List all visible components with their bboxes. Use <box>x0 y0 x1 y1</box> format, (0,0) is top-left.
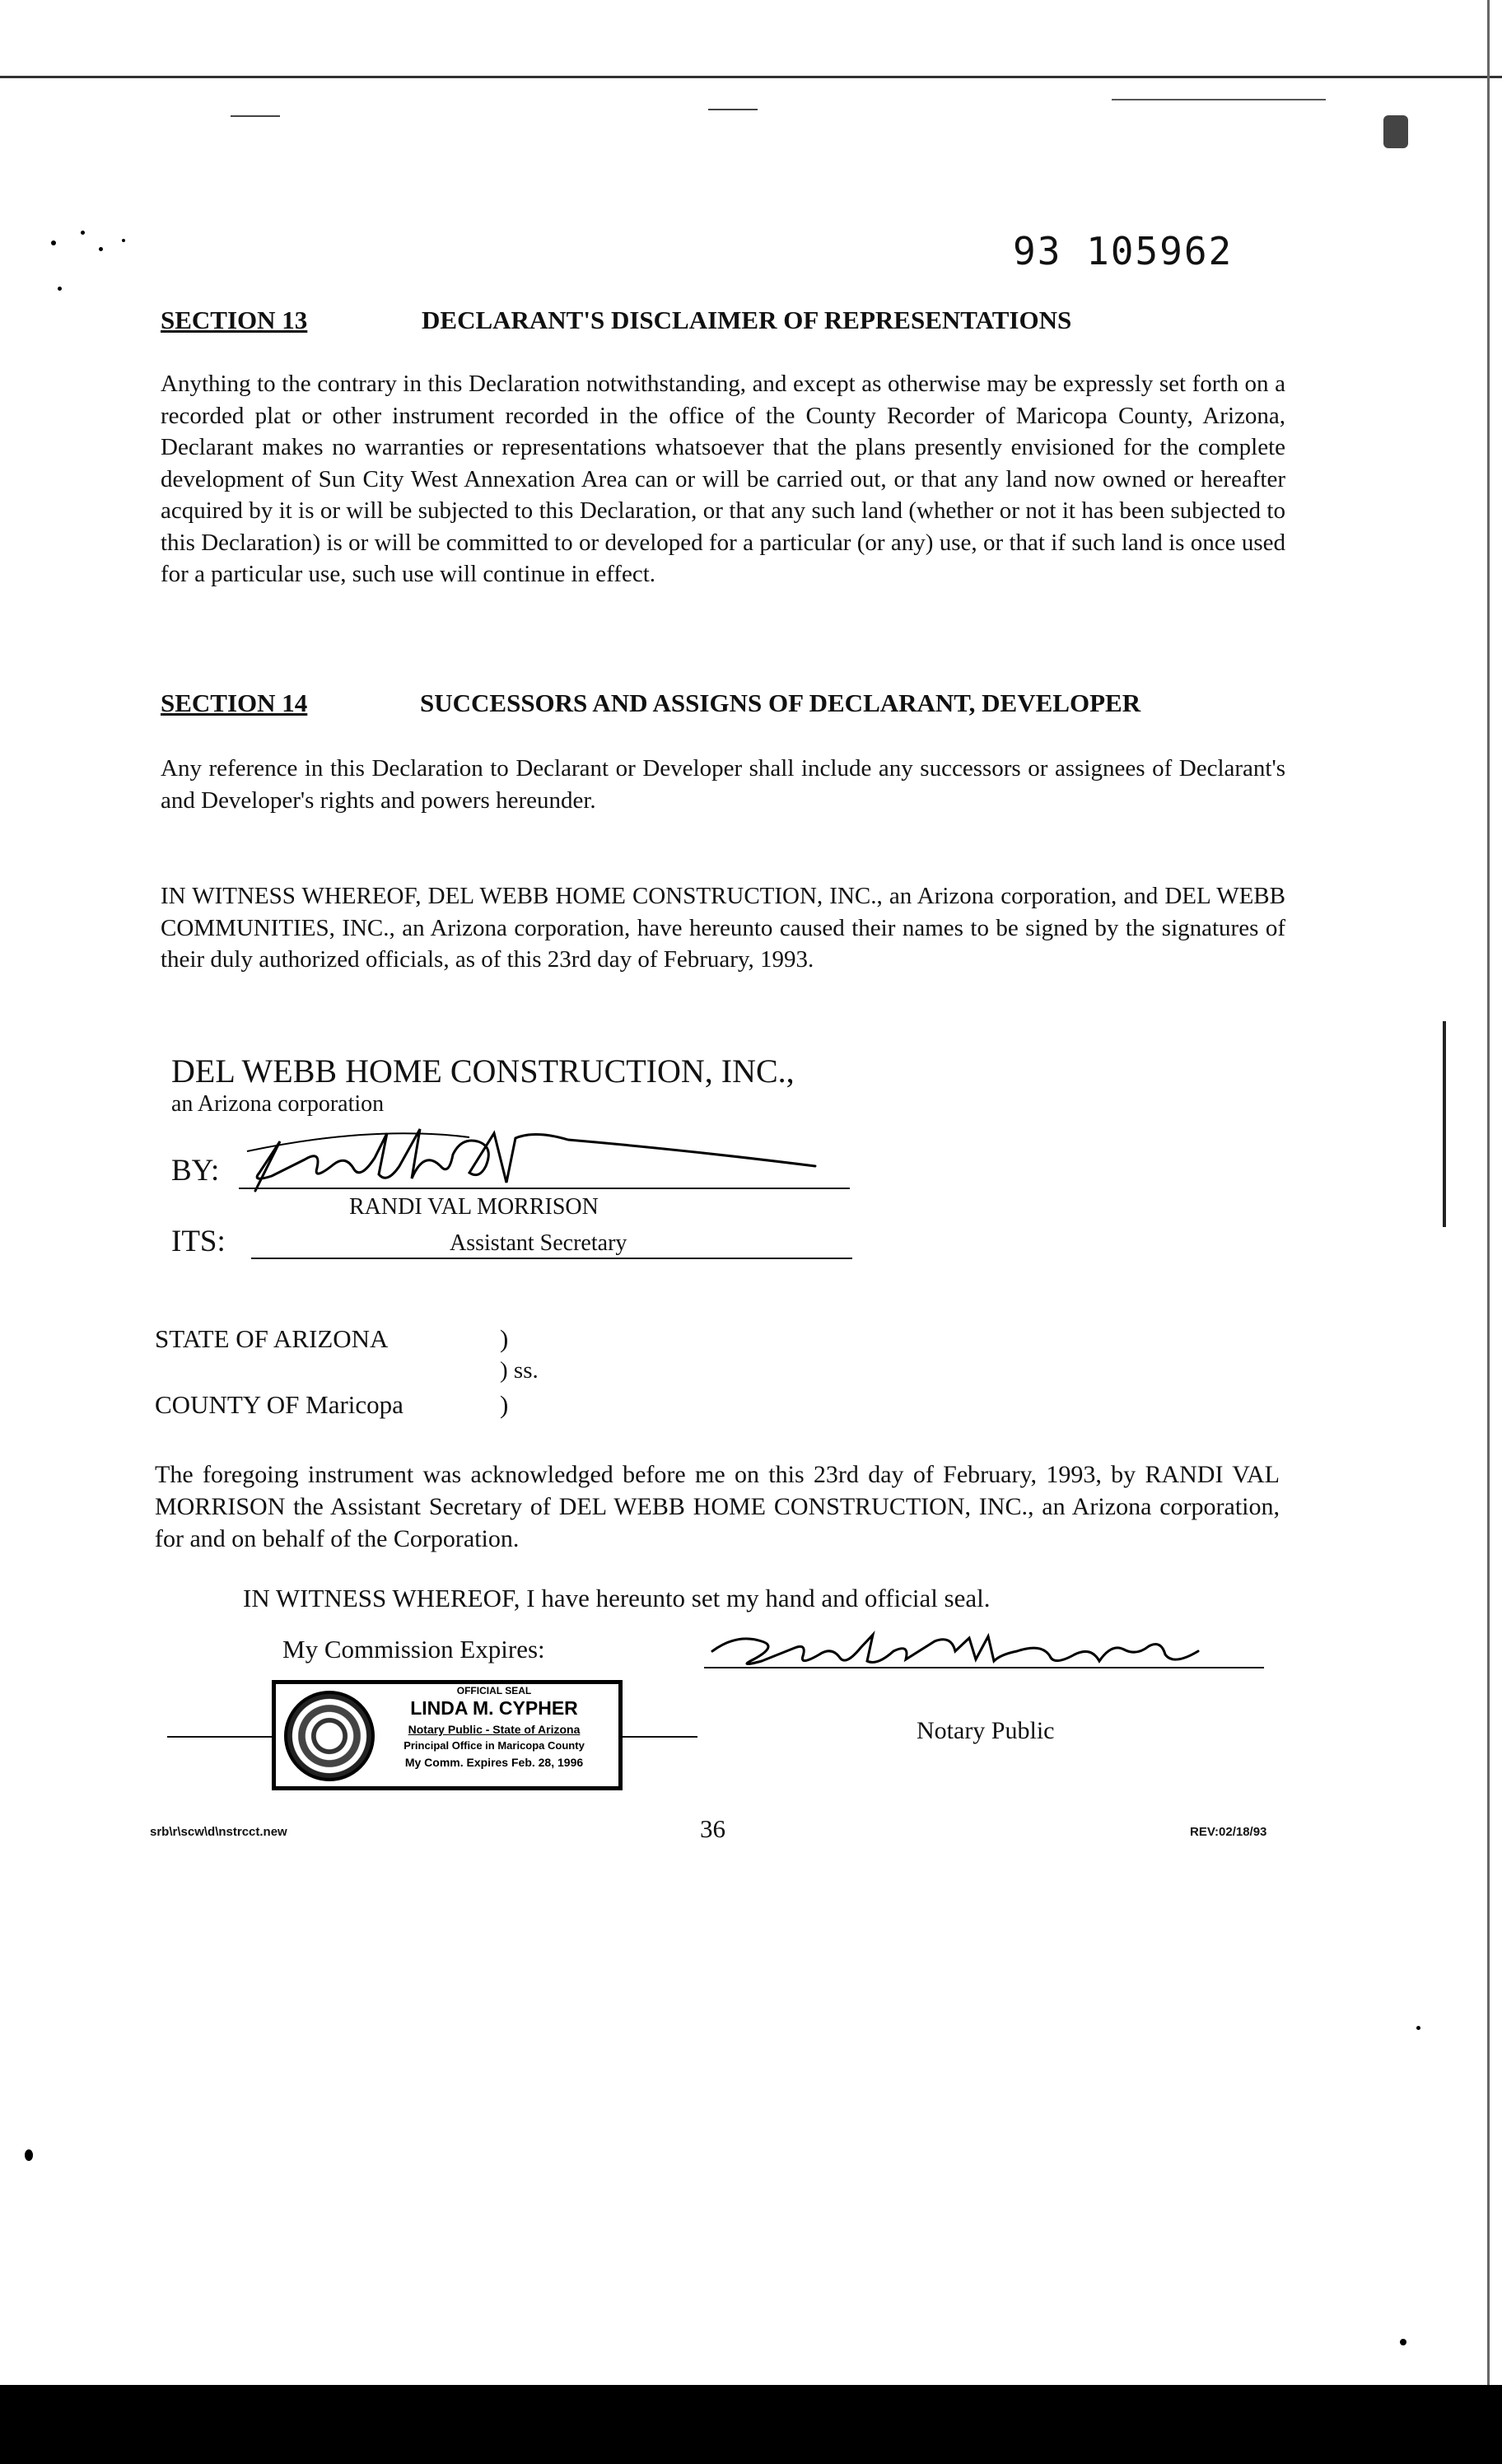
its-value: Assistant Secretary <box>450 1230 627 1256</box>
signer-signature <box>222 1100 865 1207</box>
seal-line5: My Comm. Expires Feb. 28, 1996 <box>404 1756 584 1769</box>
company-type: an Arizona corporation <box>171 1091 385 1117</box>
section13-title: DECLARANT'S DISCLAIMER OF REPRESENTATIONS <box>422 306 1072 334</box>
venue-state: STATE OF ARIZONA <box>155 1324 389 1353</box>
scan-bottom-edge <box>0 2385 1502 2464</box>
notary-signature-line <box>704 1667 1264 1668</box>
section14-title: SUCCESSORS AND ASSIGNS OF DECLARANT, DEVELOPER <box>420 688 1141 717</box>
seal-line1: OFFICIAL SEAL <box>456 1685 532 1696</box>
venue-paren-ss: ) ss. <box>500 1357 539 1384</box>
company-name: DEL WEBB HOME CONSTRUCTION, INC., <box>171 1052 795 1090</box>
document-number: 93 105962 <box>1013 229 1234 273</box>
seal-line4: Principal Office in Maricopa County <box>403 1739 585 1752</box>
venue-county: COUNTY OF Maricopa <box>155 1390 403 1419</box>
acknowledgment-witness: IN WITNESS WHEREOF, I have hereunto set my hand and official seal. <box>243 1584 991 1612</box>
footer-file-path: srb\r\scw\d\nstrcct.new <box>150 1825 287 1839</box>
witness-body: IN WITNESS WHEREOF, DEL WEBB HOME CONSTRUCTION, INC., an Arizona corporation, and DEL WEBB COMMUNITIES, INC., an Arizona corporation, have hereunto caused their names to be signed by the signatures of their duly authorized officials, as of this 23rd day of February, 1993. <box>161 883 1285 973</box>
by-label: BY: <box>171 1154 220 1188</box>
notary-title: Notary Public <box>917 1717 1055 1744</box>
signer-name: RANDI VAL MORRISON <box>349 1194 599 1220</box>
venue-paren-bottom: ) <box>500 1390 509 1419</box>
its-line <box>251 1258 852 1259</box>
section13-number: SECTION 13 <box>161 306 308 334</box>
footer-revision: REV:02/18/93 <box>1190 1825 1267 1839</box>
seal-line2: LINDA M. CYPHER <box>410 1697 578 1719</box>
section13-body: Anything to the contrary in this Declaration notwithstanding, and except as otherwise may be expressly set forth on a recorded plat or other instrument recorded in the office of the County Recorder of Maricopa County, Arizona, Declarant makes no warranties or representations whatsoever that the plans presently envisioned for the complete development of Sun City West Annexation Area can or will be carried out, or that any land now owned or hereafter acquired by it is or will be subjected to this Declaration, or that any such land (whether or not it has been subjected to this Declaration) is or will be committed to or developed for a particular (or any) use, or that if such land is once used for a particular use, such use will continue in effect. <box>161 371 1285 587</box>
footer-page-number: 36 <box>700 1814 725 1843</box>
venue-paren-top: ) <box>500 1324 509 1353</box>
notary-seal <box>272 1680 623 1790</box>
by-signature-line <box>239 1188 850 1189</box>
seal-line3: Notary Public - State of Arizona <box>408 1723 581 1736</box>
commission-expires-label: My Commission Expires: <box>282 1635 545 1664</box>
section14-body: Any reference in this Declaration to Declarant or Developer shall include any successors or assignees of Declarant's and Developer's rights and powers hereunder. <box>161 755 1285 814</box>
its-label: ITS: <box>171 1225 226 1258</box>
section14-number: SECTION 14 <box>161 688 308 717</box>
acknowledgment-body: The foregoing instrument was acknowledged before me on this 23rd day of February, 1993, by RANDI VAL MORRISON the Assistant Secretary of DEL WEBB HOME CONSTRUCTION, INC., an Arizona corporation, for and on behalf of the Corporation. <box>155 1461 1280 1552</box>
seal-emblem-icon <box>284 1691 375 1781</box>
